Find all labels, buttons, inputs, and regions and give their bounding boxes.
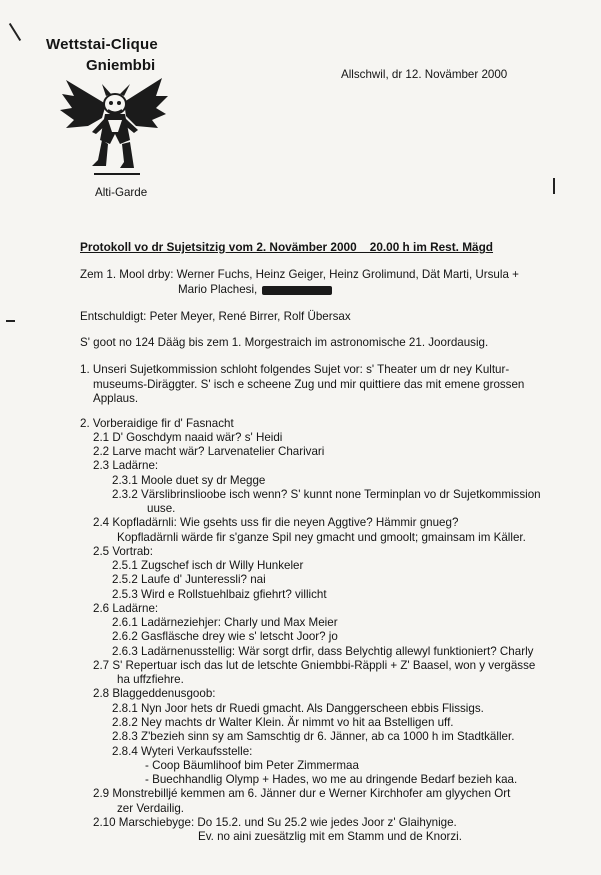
agenda-line: 2.8.3 Z'bezieh sinn sy am Samschtig dr 6. Jänner, ab ca 1000 h im Stadtkäller.: [112, 730, 515, 743]
agenda-line: 2.3 Ladärne:: [93, 459, 159, 472]
agenda-line: 2.6.2 Gasfläsche drey wie s' letscht Joor? jo: [112, 630, 338, 643]
agenda-line: 2.8.1 Nyn Joor hets dr Ruedi gmacht. Als Danggerscheen ebbis Flissigs.: [112, 702, 484, 715]
agenda-line: zer Verdailig.: [117, 802, 185, 815]
agenda-line: 2. Vorberaidige fir d' Fasnacht: [80, 417, 234, 430]
agenda-line: 2.6.1 Ladärneziehjer: Charly und Max Meier: [112, 616, 338, 629]
agenda-line: 2.4 Kopfladärnli: Wie gsehts uss fir die neyen Aggtive? Hämmir gnueg?: [93, 516, 459, 529]
agenda-line: Kopfladärnli wärde fir s'ganze Spil ney gmacht und gmoolt; gmainsam im Käller.: [117, 531, 526, 544]
org-name-line2: Gniembbi: [86, 57, 156, 74]
agenda-line: 2.5.1 Zugschef isch dr Willy Hunkeler: [112, 559, 304, 572]
agenda-line: 2.3.1 Moole duet sy dr Megge: [112, 474, 266, 487]
agenda-line: - Coop Bäumlihoof bim Peter Zimmermaa: [145, 759, 359, 772]
agenda-line: 2.9 Monstrebilljé kemmen am 6. Jänner dur e Werner Kirchhofer am glyychen Ort: [93, 787, 511, 800]
agenda-line: 1. Unseri Sujetkommission schloht folgendes Sujet vor: s' Theater um dr ney Kultur-: [80, 363, 510, 376]
agenda-line: museums-Diräggter. S' isch e scheene Zug und mir quittiere das mit emene grossen: [93, 378, 525, 391]
agenda-line: Applaus.: [93, 392, 139, 405]
agenda-line: 2.5 Vortrab:: [93, 545, 153, 558]
place-date: Allschwil, dr 12. Novämber 2000: [341, 68, 508, 81]
agenda-line: 2.3.2 Värslibrinslioobe isch wenn? S' kunnt none Terminplan vo dr Sujetkommission: [112, 488, 541, 501]
protocol-title: Protokoll vo dr Sujetsitzig vom 2. Novämber 2000 20.00 h im Rest. Mägd: [80, 240, 494, 254]
agenda-line: ha uffzfiehre.: [117, 673, 184, 686]
right-scan-mark: [553, 178, 555, 194]
clique-mascot-logo: [58, 74, 170, 182]
agenda-line: 2.6 Ladärne:: [93, 602, 159, 615]
agenda-line: Ev. no aini zuesätzlig mit em Stamm und de Knorzi.: [198, 830, 462, 843]
agenda-line: 2.2 Larve macht wär? Larvenatelier Charivari: [93, 445, 325, 458]
excused-line: Entschuldigt: Peter Meyer, René Birrer, Rolf Übersax: [80, 310, 351, 323]
agenda-line: uuse.: [147, 502, 176, 515]
agenda-line: 2.8.2 Ney machts dr Walter Klein. Är nimmt vo hit aa Bstelligen uff.: [112, 716, 454, 729]
agenda-line: - Buechhandlig Olymp + Hades, wo me au dringende Bedarf bezieh kaa.: [145, 773, 518, 786]
group-name: Alti-Garde: [95, 186, 148, 199]
agenda-line: 2.10 Marschiebyge: Do 15.2. und Su 25.2 wie jedes Joor z' Glaihynige.: [93, 816, 457, 829]
present-line-2: Mario Plachesi,: [178, 283, 258, 296]
left-scan-mark: [6, 320, 15, 322]
corner-scan-mark: [9, 23, 21, 41]
org-name-line1: Wettstai-Clique: [46, 36, 158, 53]
present-line-1: Zem 1. Mool drby: Werner Fuchs, Heinz Geiger, Heinz Grolimund, Dät Marti, Ursula +: [80, 268, 519, 281]
agenda-line: 2.1 D' Goschdym naaid wär? s' Heidi: [93, 431, 283, 444]
countdown-line: S' goot no 124 Dääg bis zem 1. Morgestraich im astronomische 21. Joordausig.: [80, 336, 489, 349]
redacted-name: [262, 286, 332, 295]
agenda-line: 2.7 S' Repertuar isch das lut de letschte Gniembbi-Räppli + Z' Baasel, won y vergässe: [93, 659, 536, 672]
agenda-line: 2.8.4 Wyteri Verkaufsstelle:: [112, 745, 253, 758]
agenda-line: 2.5.3 Wird e Rollstuehlbaiz gfiehrt? villicht: [112, 588, 327, 601]
agenda-line: 2.8 Blaggeddenusgoob:: [93, 687, 216, 700]
agenda-line: 2.6.3 Ladärnenusstellig: Wär sorgt drfir, dass Belychtig allewyl funktioniert? Charly: [112, 645, 534, 658]
agenda-line: 2.5.2 Laufe d' Junteressli? nai: [112, 573, 266, 586]
